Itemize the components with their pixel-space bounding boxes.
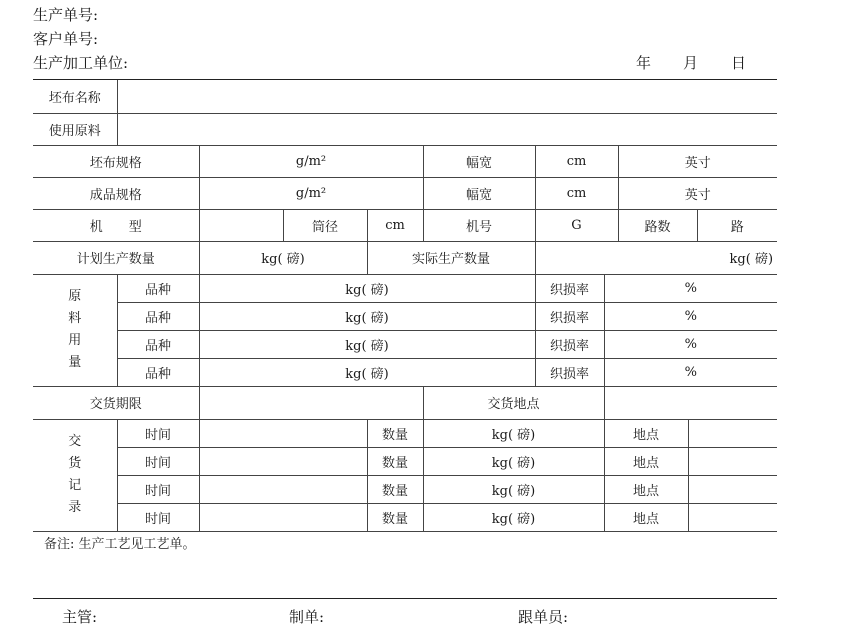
feeders-label: 路数 [618, 209, 697, 241]
fabric-name-row [33, 80, 777, 113]
planned-qty-unit: kg( 磅) [199, 241, 367, 274]
delivery-record-row [33, 419, 777, 447]
record-qty-unit: kg( 磅) [423, 503, 604, 531]
greige-width-cm: cm [535, 145, 618, 177]
variety-qty-unit: kg( 磅) [199, 302, 535, 330]
material-field[interactable] [117, 113, 777, 145]
quantity-label: 数量 [367, 447, 423, 475]
variety-qty-unit: kg( 磅) [199, 330, 535, 358]
variety-qty-unit: kg( 磅) [199, 358, 535, 386]
finished-spec-row [33, 177, 777, 209]
planned-qty-label: 计划生产数量 [33, 241, 199, 274]
feeders-unit: 路 [697, 209, 777, 241]
machine-type-label: 机 型 [33, 209, 199, 241]
greige-gsm-unit: g/m² [199, 145, 423, 177]
processing-unit-label: 生产加工单位: [33, 54, 129, 72]
finished-width-cm: cm [535, 177, 618, 209]
loss-rate-label: 织损率 [535, 302, 604, 330]
greige-width-inch: 英寸 [618, 145, 777, 177]
record-qty-unit: kg( 磅) [423, 419, 604, 447]
cylinder-cm: cm [367, 209, 423, 241]
time-field[interactable] [199, 419, 367, 447]
material-label: 使用原料 [33, 113, 117, 145]
machine-type-field[interactable] [199, 209, 283, 241]
place-field[interactable] [688, 419, 777, 447]
cylinder-label: 筒径 [283, 209, 367, 241]
greige-width-label: 幅宽 [423, 145, 535, 177]
delivery-deadline-label: 交货期限 [33, 386, 199, 419]
variety-label: 品种 [117, 302, 199, 330]
greige-spec-label: 坯布规格 [33, 145, 199, 177]
delivery-record-row [33, 447, 777, 475]
record-qty-unit: kg( 磅) [423, 475, 604, 503]
loss-rate-percent: % [604, 358, 777, 386]
quantity-label: 数量 [367, 419, 423, 447]
date-month: 月 [683, 54, 699, 72]
loss-rate-label: 织损率 [535, 358, 604, 386]
delivery-record-label: 交 货 记 录 [33, 419, 117, 531]
time-label: 时间 [117, 419, 199, 447]
actual-qty-label: 实际生产数量 [367, 241, 535, 274]
delivery-row [33, 386, 777, 419]
fabric-name-field[interactable] [117, 80, 777, 113]
time-field[interactable] [199, 503, 367, 531]
greige-spec-row [33, 145, 777, 177]
finished-spec-label: 成品规格 [33, 177, 199, 209]
delivery-deadline-field[interactable] [199, 386, 423, 419]
place-label: 地点 [604, 503, 688, 531]
delivery-place-field[interactable] [604, 386, 777, 419]
quantity-row [33, 241, 777, 274]
gauge-unit: G [535, 209, 618, 241]
material-row [33, 113, 777, 145]
loss-rate-label: 织损率 [535, 330, 604, 358]
loss-rate-percent: % [604, 302, 777, 330]
machine-no-label: 机号 [423, 209, 535, 241]
production-order-table [33, 80, 777, 532]
place-label: 地点 [604, 419, 688, 447]
order-number-label: 生产单号: [33, 6, 99, 24]
raw-material-row [33, 358, 777, 386]
fabric-name-label: 坯布名称 [33, 80, 117, 113]
quantity-label: 数量 [367, 475, 423, 503]
follower-label: 跟单员: [518, 608, 569, 626]
raw-material-label: 原 料 用 量 [33, 274, 117, 386]
delivery-record-row [33, 475, 777, 503]
prepared-by-label: 制单: [289, 608, 325, 626]
raw-material-row [33, 274, 777, 302]
record-qty-unit: kg( 磅) [423, 447, 604, 475]
finished-gsm-unit: g/m² [199, 177, 423, 209]
raw-material-row [33, 302, 777, 330]
variety-qty-unit: kg( 磅) [199, 274, 535, 302]
delivery-place-label: 交货地点 [423, 386, 604, 419]
raw-material-row [33, 330, 777, 358]
finished-width-inch: 英寸 [618, 177, 777, 209]
variety-label: 品种 [117, 358, 199, 386]
place-label: 地点 [604, 447, 688, 475]
time-field[interactable] [199, 475, 367, 503]
delivery-record-row [33, 503, 777, 531]
actual-qty-unit: kg( 磅) [535, 241, 777, 274]
remark-note: 备注: 生产工艺见工艺单。 [44, 537, 196, 552]
loss-rate-percent: % [604, 274, 777, 302]
date-year: 年 [636, 54, 652, 72]
time-label: 时间 [117, 447, 199, 475]
customer-number-label: 客户单号: [33, 30, 99, 48]
loss-rate-percent: % [604, 330, 777, 358]
quantity-label: 数量 [367, 503, 423, 531]
variety-label: 品种 [117, 274, 199, 302]
machine-row [33, 209, 777, 241]
time-label: 时间 [117, 503, 199, 531]
loss-rate-label: 织损率 [535, 274, 604, 302]
supervisor-label: 主管: [62, 608, 98, 626]
place-field[interactable] [688, 447, 777, 475]
time-field[interactable] [199, 447, 367, 475]
place-field[interactable] [688, 503, 777, 531]
finished-width-label: 幅宽 [423, 177, 535, 209]
footer-rule [33, 598, 777, 599]
time-label: 时间 [117, 475, 199, 503]
date-day: 日 [731, 54, 747, 72]
place-label: 地点 [604, 475, 688, 503]
place-field[interactable] [688, 475, 777, 503]
variety-label: 品种 [117, 330, 199, 358]
